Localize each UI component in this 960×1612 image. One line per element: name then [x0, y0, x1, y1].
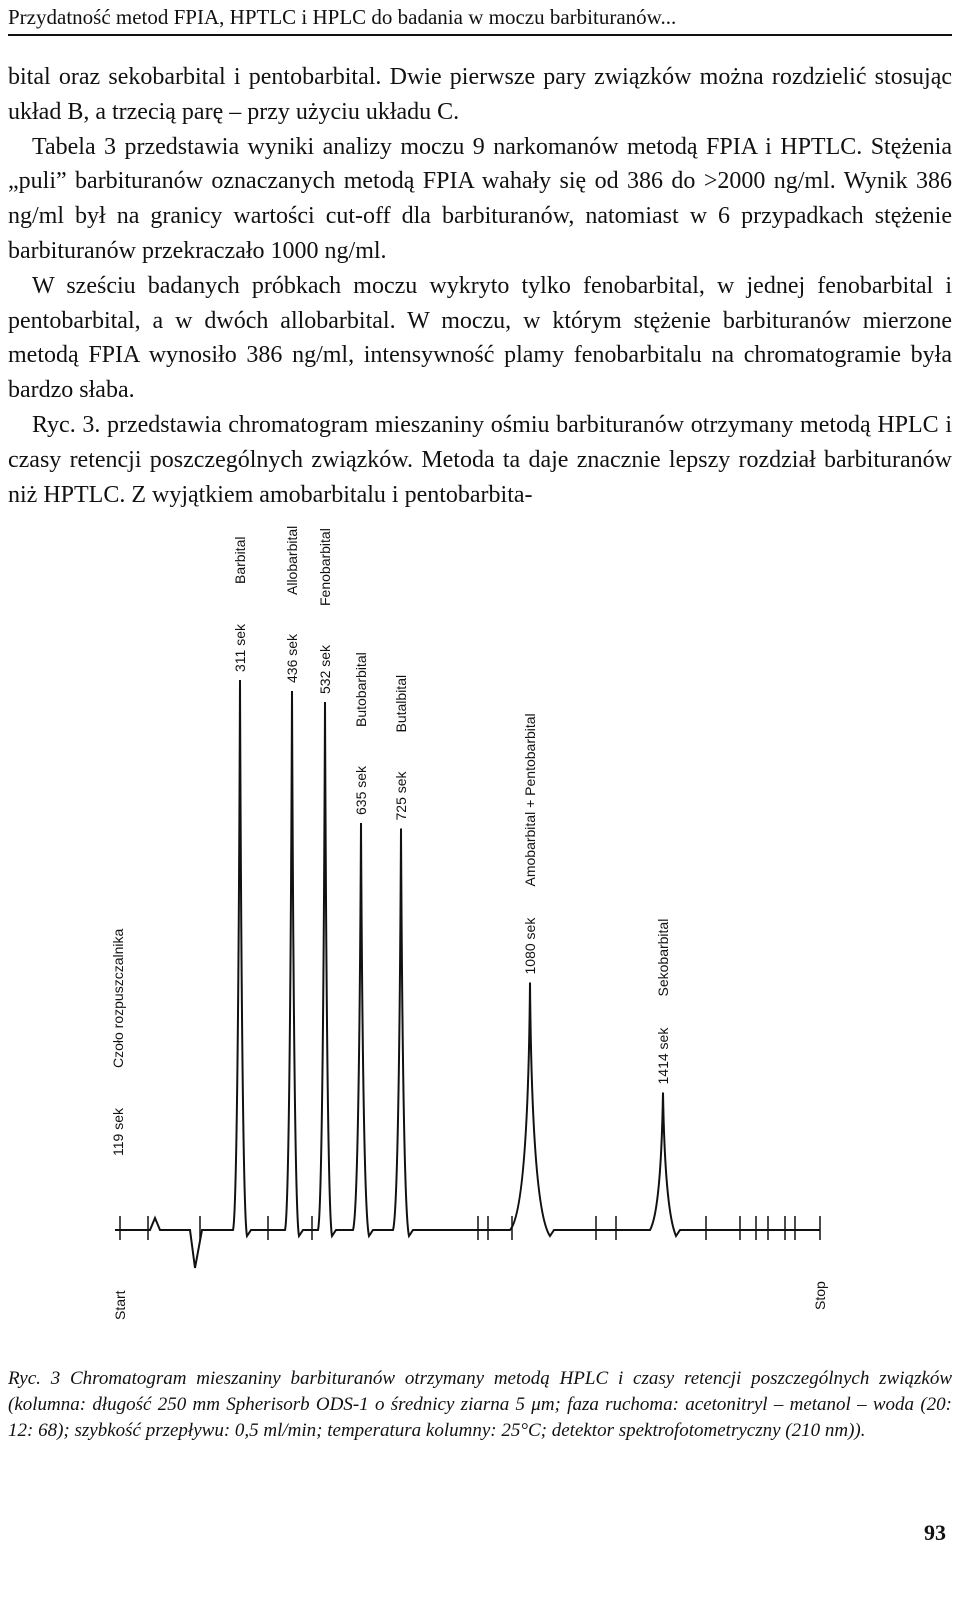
peak-compound-label: Czoło rozpuszczalnika: [110, 928, 126, 1068]
peak-compound-label: Sekobarbital: [655, 918, 671, 997]
peak-time-label: 532 sek: [317, 644, 333, 694]
peak-compound-label: Amobarbital + Pentobarbital: [522, 713, 538, 887]
stop-label: Stop: [812, 1281, 828, 1310]
peak-time-label: 635 sek: [353, 765, 369, 815]
peak-time-label: 1080 sek: [522, 917, 538, 975]
peak-time-label: 1414 sek: [655, 1027, 671, 1085]
body-text: [8, 60, 952, 512]
paragraph: bital oraz sekobarbital i pentobarbital. Dwie pierwsze pary związków można rozdzielić stosując układ B, a trzecią parę – przy użyciu układu C.: [8, 64, 952, 125]
peak-compound-label: Butalbital: [393, 674, 409, 733]
paragraph: Tabela 3 przedstawia wyniki analizy moczu 9 narkomanów metodą FPIA i HPTLC. Stężenia „puli” barbituranów oznaczanych metodą FPIA wahały się od 386 do >2000 ng/ml. Wynik 386 ng/ml był na granicy wartości cut-off dla barbituranów, natomiast w 6 przypadkach stężenie barbituranów przekraczało 1000 ng/ml.: [8, 133, 952, 264]
peak-compound-label: Fenobarbital: [317, 528, 333, 606]
peak-time-label: 119 sek: [110, 1108, 126, 1156]
paragraph: Ryc. 3. przedstawia chromatogram mieszaniny ośmiu barbituranów otrzymany metodą HPLC i czasy retencji poszczególnych związków. Metoda ta daje znacznie lepszy rozdział barbituranów niż HPTLC. Z wyjątkiem amobarbitalu i pentobarbita-: [8, 411, 952, 508]
peak-time-label: 725 sek: [393, 771, 409, 821]
chromatogram-trace: [115, 680, 820, 1268]
chromatogram-figure: [0, 500, 960, 1360]
paragraph: W sześciu badanych próbkach moczu wykryto tylko fenobarbital, w jednej fenobarbital i pentobarbital, a w dwóch allobarbital. W moczu, w którym stężenie barbituranów mierzone metodą FPIA wynosiło 386 ng/ml, intensywność plamy fenobarbitalu na chromatogramie była bardzo słaba.: [8, 272, 952, 404]
running-header: Przydatność metod FPIA, HPTLC i HPLC do badania w moczu barbituranów...: [8, 5, 677, 29]
peak-time-label: 311 sek: [232, 624, 248, 672]
peak-compound-label: Butobarbital: [353, 652, 369, 727]
peak-compound-label: Allobarbital: [284, 525, 300, 595]
page-number: 93: [924, 1520, 946, 1545]
peak-time-label: 436 sek: [284, 633, 300, 683]
header-rule: [8, 34, 952, 36]
peak-compound-label: Barbital: [232, 536, 248, 584]
figure-caption: Ryc. 3 Chromatogram mieszaniny barbituranów otrzymany metodą HPLC i czasy retencji poszczególnych związków (kolumna: długość 250 mm Spherisorb ODS-1 o średnicy ziarna 5 μm; faza ruchoma: acetonitryl – metanol – woda (20: 12: 68); szybkość przepływu: 0,5 ml/min; temperatura kolumny: 25°C; detektor spektrofotometryczny (210 nm)).: [8, 1368, 952, 1441]
start-label: Start: [112, 1290, 128, 1320]
